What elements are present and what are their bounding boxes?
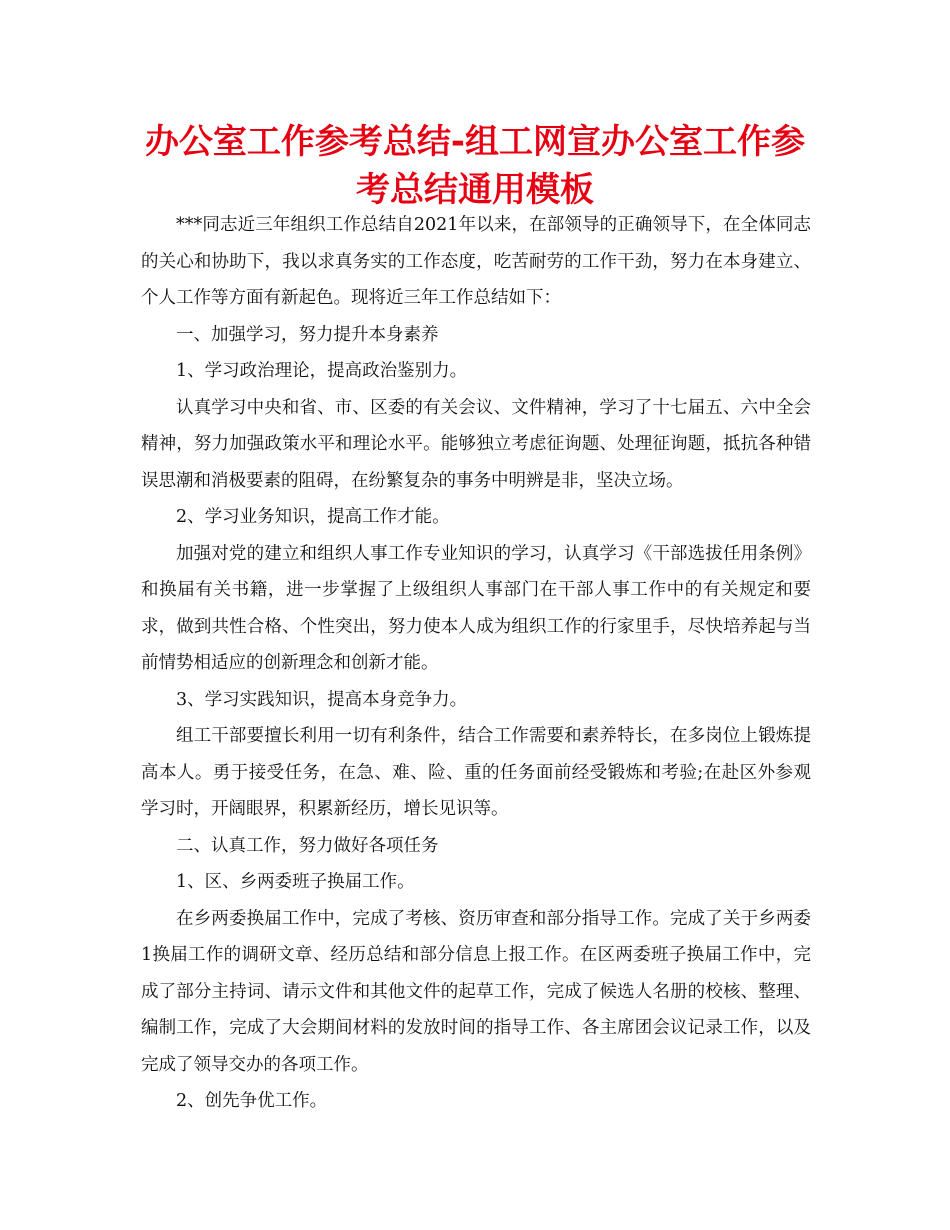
paragraph-1-3: 组工干部要擅长利用一切有利条件，结合工作需要和素养特长，在多岗位上锻炼提高本人。勇于接受任务，在急、难、险、重的任务面前经受锻炼和考验;在赴区外参观学习时，开阔眼界，积累新经历，增长见识等。	[141, 726, 811, 819]
paragraph-1-1: 认真学习中央和省、市、区委的有关会议、文件精神，学习了十七届五、六中全会精神，努力加强政策水平和理论水平。能够独立考虑征询题、处理征询题，抵抗各种错误思潮和消极要素的阻碍，在纷繁复杂的事务中明辨是非，坚决立场。	[141, 397, 811, 491]
subheading-1-3: 3、学习实践知识，提高本身竞争力。	[176, 689, 468, 710]
subheading-2-1: 1、区、乡两委班子换届工作。	[176, 872, 415, 892]
subheading-2-2: 2、创先争优工作。	[176, 1091, 328, 1111]
paragraph-2-1: 在乡两委换届工作中，完成了考核、资历审查和部分指导工作。完成了关于乡两委1换届工作的调研文章、经历总结和部分信息上报工作。在区两委班子换届工作中，完成了部分主持词、请示文件和其他文件的起草工作，完成了候选人名册的校核、整理、编制工作，完成了大会期间材料的发放时间的指导工作、各主席团会议记录工作，以及完成了领导交办的各项工作。	[141, 908, 811, 1075]
paragraph-intro: ***同志近三年组织工作总结自2021年以来，在部领导的正确领导下，在全体同志的关心和协助下，我以求真务实的工作态度，吃苦耐劳的工作干劲，努力在本身建立、个人工作等方面有新起色。现将近三年工作总结如下：	[141, 215, 811, 308]
document-title: 办公室工作参考总结-组工网宣办公室工作参考总结通用模板	[144, 122, 806, 210]
section-heading-1: 一、加强学习，努力提升本身素养	[176, 324, 439, 345]
document-body	[141, 207, 811, 1120]
paragraph-1-2: 加强对党的建立和组织人事工作专业知识的学习，认真学习《干部选拔任用条例》和换届有关书籍，进一步掌握了上级组织人事部门在干部人事工作中的有关规定和要求，做到共性合格、个性突出，努力使本人成为组织工作的行家里手，尽快培养起与当前情势相适应的创新理念和创新才能。	[141, 543, 811, 673]
subheading-1-2: 2、学习业务知识，提高工作才能。	[176, 507, 450, 527]
subheading-1-1: 1、学习政治理论，提高政治鉴别力。	[176, 361, 468, 381]
section-heading-2: 二、认真工作，努力做好各项任务	[176, 835, 439, 856]
